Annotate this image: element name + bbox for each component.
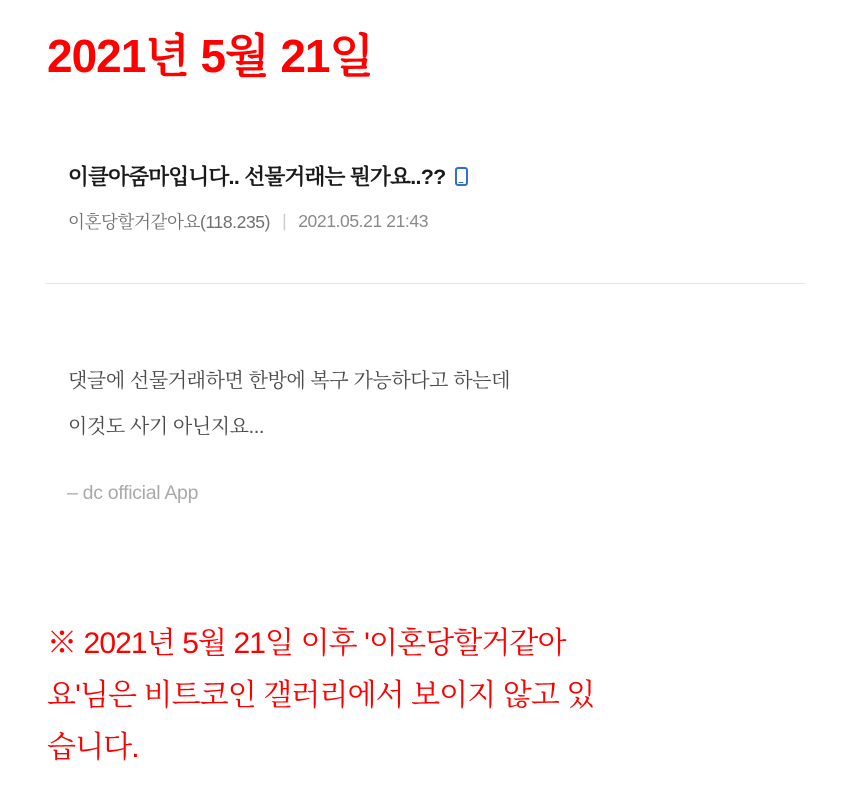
post-title-row [0, 160, 850, 191]
post-signature: – dc official App [67, 482, 199, 504]
post-body-line: 댓글에 선물거래하면 한방에 복구 가능하다고 하는데 [68, 370, 511, 392]
header-divider [45, 283, 805, 284]
post-title[interactable]: 이클아줌마입니다.. 선물거래는 뭔가요..?? [68, 165, 446, 189]
bottom-note-line: 습니다. [47, 731, 139, 764]
post-date: 2021.05.21 21:43 [298, 211, 429, 231]
post-body [68, 358, 798, 450]
bottom-note-line: 요'님은 비트코인 갤러리에서 보이지 않고 있 [47, 679, 595, 712]
bottom-note-line: ※ 2021년 5월 21일 이후 '이혼당할거같아 [47, 627, 566, 660]
post-meta [0, 209, 850, 234]
post-body-line: 이것도 사기 아닌지요... [68, 416, 265, 438]
mobile-phone-icon [455, 167, 468, 186]
post-author[interactable]: 이혼당할거같아요(118.235) [68, 212, 271, 232]
top-date-headline: 2021년 5월 21일 [47, 30, 373, 82]
post-card [0, 160, 850, 234]
meta-separator: | [282, 211, 287, 231]
bottom-note [47, 618, 827, 774]
